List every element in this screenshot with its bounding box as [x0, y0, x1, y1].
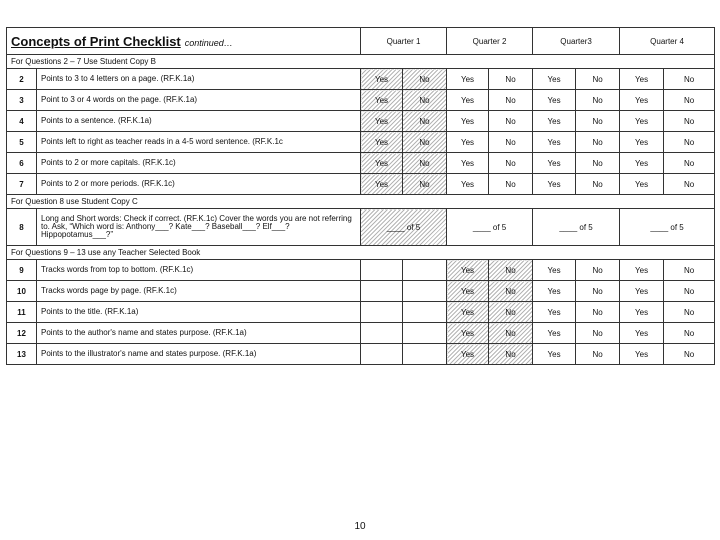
quarter-3-yes-option[interactable]: Yes [533, 153, 576, 174]
question-text: Long and Short words: Check if correct. (RF.K.1c) Cover the words you are not referring to. Ask, “Which word is: Anthony___? Kate___? Baseball___? Elf___? Hippopotamus___?” [37, 209, 361, 246]
quarter-4-no-option[interactable]: No [664, 260, 715, 281]
quarter-4-yes-option[interactable]: Yes [620, 174, 664, 195]
question-text: Points left to right as teacher reads in a 4-5 word sentence. (RF.K.1c [37, 132, 361, 153]
quarter-2-no-option[interactable]: No [489, 111, 533, 132]
quarter-2-yes-option[interactable]: Yes [447, 344, 489, 365]
quarter-1-no-option[interactable]: No [403, 90, 447, 111]
quarter-1-blank-cell [403, 323, 447, 344]
page-number: 10 [354, 521, 366, 532]
quarter-4-yes-option[interactable]: Yes [620, 111, 664, 132]
quarter-2-no-option[interactable]: No [489, 174, 533, 195]
quarter-1-no-option[interactable]: No [403, 69, 447, 90]
quarter-3-yes-option[interactable]: Yes [533, 281, 576, 302]
quarter-1-blank-cell [403, 281, 447, 302]
quarter-2-no-option[interactable]: No [489, 260, 533, 281]
question-number: 13 [7, 344, 37, 365]
quarter-3-yes-option[interactable]: Yes [533, 69, 576, 90]
quarter-2-yes-option[interactable]: Yes [447, 302, 489, 323]
quarter-3-no-option[interactable]: No [576, 111, 620, 132]
section-heading-row [7, 246, 715, 260]
quarter-2-yes-option[interactable]: Yes [447, 111, 489, 132]
quarter-4-yes-option[interactable]: Yes [620, 90, 664, 111]
question-number: 8 [7, 209, 37, 246]
question-text: Points to a sentence. (RF.K.1a) [37, 111, 361, 132]
quarter-3-no-option[interactable]: No [576, 174, 620, 195]
quarter-4-header: Quarter 4 [620, 28, 715, 55]
quarter-1-blank-cell [361, 281, 403, 302]
question-number: 11 [7, 302, 37, 323]
table-row [7, 153, 715, 174]
quarter-4-no-option[interactable]: No [664, 132, 715, 153]
quarter-2-no-option[interactable]: No [489, 302, 533, 323]
question-number: 2 [7, 69, 37, 90]
quarter-4-no-option[interactable]: No [664, 111, 715, 132]
quarter-4-yes-option[interactable]: Yes [620, 153, 664, 174]
quarter-4-yes-option[interactable]: Yes [620, 344, 664, 365]
quarter-4-no-option[interactable]: No [664, 323, 715, 344]
table-row [7, 209, 715, 246]
quarter-2-no-option[interactable]: No [489, 344, 533, 365]
quarter-1-no-option[interactable]: No [403, 132, 447, 153]
quarter-1-yes-option[interactable]: Yes [361, 132, 403, 153]
quarter-3-no-option[interactable]: No [576, 302, 620, 323]
quarter-3-no-option[interactable]: No [576, 69, 620, 90]
table-row [7, 281, 715, 302]
quarter-4-no-option[interactable]: No [664, 90, 715, 111]
section-3-rows [7, 260, 715, 365]
question-number: 12 [7, 323, 37, 344]
section-heading-row [7, 195, 715, 209]
table-row [7, 323, 715, 344]
quarter-1-no-option[interactable]: No [403, 153, 447, 174]
quarter-2-no-option[interactable]: No [489, 90, 533, 111]
question-number: 6 [7, 153, 37, 174]
question-text: Tracks words from top to bottom. (RF.K.1c) [37, 260, 361, 281]
quarter-3-yes-option[interactable]: Yes [533, 111, 576, 132]
quarter-4-no-option[interactable]: No [664, 344, 715, 365]
quarter-1-header: Quarter 1 [361, 28, 447, 55]
section-heading-row [7, 55, 715, 69]
quarter-3-no-option[interactable]: No [576, 260, 620, 281]
quarter-2-no-option[interactable]: No [489, 153, 533, 174]
quarter-3-yes-option[interactable]: Yes [533, 302, 576, 323]
quarter-1-blank-cell [403, 260, 447, 281]
question-number: 9 [7, 260, 37, 281]
question-text: Points to 2 or more periods. (RF.K.1c) [37, 174, 361, 195]
quarter-4-no-option[interactable]: No [664, 153, 715, 174]
quarter-1-score[interactable]: ____ of 5 [361, 209, 447, 246]
quarter-4-yes-option[interactable]: Yes [620, 281, 664, 302]
quarter-1-yes-option[interactable]: Yes [361, 69, 403, 90]
quarter-4-yes-option[interactable]: Yes [620, 302, 664, 323]
question-text: Points to 2 or more capitals. (RF.K.1c) [37, 153, 361, 174]
question-text: Points to 3 to 4 letters on a page. (RF.K.1a) [37, 69, 361, 90]
section-1-heading: For Questions 2 – 7 Use Student Copy B [7, 55, 715, 69]
quarter-3-yes-option[interactable]: Yes [533, 90, 576, 111]
quarter-3-header: Quarter3 [533, 28, 620, 55]
question-number: 5 [7, 132, 37, 153]
quarter-3-no-option[interactable]: No [576, 90, 620, 111]
section-2-heading: For Question 8 use Student Copy C [7, 195, 715, 209]
page-title: Concepts of Print Checklist [11, 33, 181, 49]
quarter-3-yes-option[interactable]: Yes [533, 132, 576, 153]
quarter-2-yes-option[interactable]: Yes [447, 153, 489, 174]
question-number: 7 [7, 174, 37, 195]
table-row [7, 174, 715, 195]
quarter-3-score[interactable]: ____ of 5 [533, 209, 620, 246]
quarter-3-no-option[interactable]: No [576, 153, 620, 174]
section-1-rows [7, 69, 715, 195]
table-row [7, 260, 715, 281]
question-text: Points to the illustrator's name and states purpose. (RF.K.1a) [37, 344, 361, 365]
quarter-2-no-option[interactable]: No [489, 281, 533, 302]
quarter-2-yes-option[interactable]: Yes [447, 69, 489, 90]
quarter-3-yes-option[interactable]: Yes [533, 344, 576, 365]
quarter-1-no-option[interactable]: No [403, 174, 447, 195]
table-row [7, 344, 715, 365]
quarter-1-blank-cell [361, 344, 403, 365]
quarter-3-no-option[interactable]: No [576, 344, 620, 365]
title-cell [7, 28, 361, 55]
question-number: 3 [7, 90, 37, 111]
quarter-4-yes-option[interactable]: Yes [620, 132, 664, 153]
quarter-3-no-option[interactable]: No [576, 323, 620, 344]
quarter-4-no-option[interactable]: No [664, 302, 715, 323]
quarter-3-no-option[interactable]: No [576, 132, 620, 153]
quarter-2-no-option[interactable]: No [489, 132, 533, 153]
title-continued: continued… [184, 37, 233, 48]
section-3-heading: For Questions 9 – 13 use any Teacher Selected Book [7, 246, 715, 260]
quarter-4-no-option[interactable]: No [664, 174, 715, 195]
table-row [7, 69, 715, 90]
quarter-2-score[interactable]: ____ of 5 [447, 209, 533, 246]
quarter-1-yes-option[interactable]: Yes [361, 174, 403, 195]
quarter-4-score[interactable]: ____ of 5 [620, 209, 715, 246]
quarter-1-blank-cell [361, 323, 403, 344]
quarter-3-yes-option[interactable]: Yes [533, 323, 576, 344]
quarter-1-blank-cell [403, 344, 447, 365]
table-row [7, 90, 715, 111]
quarter-1-yes-option[interactable]: Yes [361, 111, 403, 132]
quarter-2-yes-option[interactable]: Yes [447, 260, 489, 281]
question-text: Tracks words page by page. (RF.K.1c) [37, 281, 361, 302]
question-text: Points to the author's name and states purpose. (RF.K.1a) [37, 323, 361, 344]
quarter-3-yes-option[interactable]: Yes [533, 174, 576, 195]
quarter-2-no-option[interactable]: No [489, 69, 533, 90]
quarter-2-yes-option[interactable]: Yes [447, 174, 489, 195]
quarter-2-yes-option[interactable]: Yes [447, 281, 489, 302]
quarter-1-blank-cell [361, 260, 403, 281]
quarter-4-no-option[interactable]: No [664, 281, 715, 302]
quarter-2-yes-option[interactable]: Yes [447, 323, 489, 344]
question-number: 10 [7, 281, 37, 302]
table-row [7, 111, 715, 132]
quarter-3-yes-option[interactable]: Yes [533, 260, 576, 281]
quarter-2-yes-option[interactable]: Yes [447, 90, 489, 111]
quarter-2-yes-option[interactable]: Yes [447, 132, 489, 153]
question-number: 4 [7, 111, 37, 132]
quarter-1-yes-option[interactable]: Yes [361, 90, 403, 111]
checklist-table [6, 27, 715, 365]
quarter-4-yes-option[interactable]: Yes [620, 69, 664, 90]
quarter-3-no-option[interactable]: No [576, 281, 620, 302]
quarter-4-no-option[interactable]: No [664, 69, 715, 90]
quarter-2-no-option[interactable]: No [489, 323, 533, 344]
quarter-4-yes-option[interactable]: Yes [620, 323, 664, 344]
header-row [7, 28, 715, 55]
quarter-1-yes-option[interactable]: Yes [361, 153, 403, 174]
quarter-1-no-option[interactable]: No [403, 111, 447, 132]
quarter-1-blank-cell [361, 302, 403, 323]
table-row [7, 132, 715, 153]
question-text: Points to the title. (RF.K.1a) [37, 302, 361, 323]
quarter-2-header: Quarter 2 [447, 28, 533, 55]
quarter-1-blank-cell [403, 302, 447, 323]
question-text: Point to 3 or 4 words on the page. (RF.K.1a) [37, 90, 361, 111]
quarter-4-yes-option[interactable]: Yes [620, 260, 664, 281]
table-row [7, 302, 715, 323]
